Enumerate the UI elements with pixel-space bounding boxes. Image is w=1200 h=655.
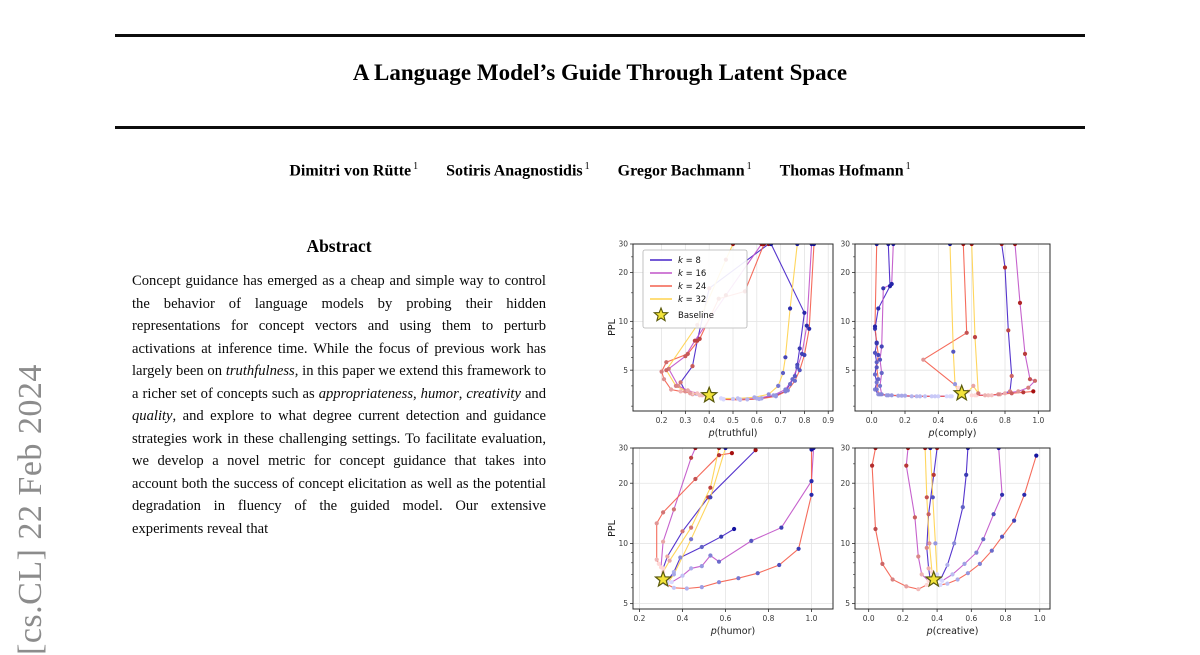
svg-text:0.2: 0.2 [899,416,911,425]
paper-title: A Language Model’s Guide Through Latent Space [352,60,848,85]
svg-text:0.6: 0.6 [965,416,978,425]
svg-text:p(comply): p(comply) [928,428,977,439]
svg-text:0.2: 0.2 [896,614,909,623]
svg-text:0.0: 0.0 [862,614,875,623]
svg-text:0.2: 0.2 [655,416,668,425]
svg-text:5: 5 [623,599,628,609]
author-affiliation-mark: 1 [905,161,911,172]
svg-text:0.4: 0.4 [931,614,944,623]
svg-text:k = 24: k = 24 [678,282,707,292]
svg-text:20: 20 [618,478,628,488]
author-name: Dimitri von Rütte [289,162,412,180]
svg-text:5: 5 [623,365,628,375]
author [289,161,418,180]
svg-text:0.5: 0.5 [727,416,739,425]
svg-text:10: 10 [618,539,628,549]
svg-text:10: 10 [840,316,850,326]
svg-text:30: 30 [840,239,850,249]
author-name: Sotiris Anagnostidis [446,162,583,180]
svg-text:0.9: 0.9 [822,416,835,425]
svg-text:20: 20 [840,478,850,488]
svg-text:PPL: PPL [607,319,618,336]
svg-text:0.8: 0.8 [762,614,775,623]
author-affiliation-mark: 1 [746,161,752,172]
svg-text:1.0: 1.0 [1033,614,1046,623]
svg-text:0.3: 0.3 [679,416,692,425]
svg-text:0.4: 0.4 [703,416,716,425]
svg-text:5: 5 [845,599,850,609]
svg-text:1.0: 1.0 [805,614,818,623]
svg-text:Baseline: Baseline [678,311,715,321]
svg-text:1.0: 1.0 [1032,416,1045,425]
svg-text:k = 8: k = 8 [678,256,701,266]
svg-text:30: 30 [618,443,628,453]
author [618,161,752,180]
title-rule-top [115,34,1085,37]
arxiv-watermark: [cs.CL] 22 Feb 2024 [12,364,49,655]
svg-text:20: 20 [618,268,628,278]
author-name: Gregor Bachmann [617,162,745,180]
svg-text:30: 30 [840,443,850,453]
svg-text:0.0: 0.0 [865,416,878,425]
author-affiliation-mark: 1 [584,161,590,172]
title-rule-bottom [115,126,1085,129]
subplot-p-truthful [606,236,852,444]
subplot-p-comply [840,236,1076,444]
svg-text:0.4: 0.4 [676,614,689,623]
svg-text:20: 20 [840,268,850,278]
abstract-text: Concept guidance has emerged as a cheap and simple way to control the behavior of language models by probing their hidden representations for concept vectors and using them to perturb activations at inference time. While the focus of previous work has largely been on truthfulness, in this paper we extend this framework to a richer set of concepts such as appropriateness, humor, creativity and quality, and explore to what degree current detection and guidance strategies work in these challenging settings. To facilitate evaluation, we develop a novel metric for concept guidance that takes into account both the success of concept elicitation as well as the potential degradation in fluency of the guided model. Our extensive experiments reveal that [132,273,547,537]
author [780,161,911,180]
author-list [115,161,1085,180]
svg-text:k = 16: k = 16 [678,269,707,279]
svg-text:10: 10 [618,316,628,326]
abstract-heading: Abstract [306,236,372,256]
svg-text:10: 10 [840,539,850,549]
svg-text:PPL: PPL [607,520,618,537]
svg-text:0.8: 0.8 [999,614,1012,623]
svg-text:p(truthful): p(truthful) [708,428,758,439]
author-affiliation-mark: 1 [413,161,419,172]
subplot-p-creative [840,440,1076,648]
svg-text:0.6: 0.6 [719,614,732,623]
svg-text:30: 30 [618,239,628,249]
svg-text:0.7: 0.7 [774,416,787,425]
svg-text:p(humor): p(humor) [710,626,756,637]
svg-text:0.4: 0.4 [932,416,945,425]
abstract-column [132,236,546,540]
subplot-p-humor [606,440,852,648]
svg-text:5: 5 [845,365,850,375]
svg-text:0.8: 0.8 [798,416,811,425]
svg-text:0.6: 0.6 [750,416,763,425]
svg-text:0.6: 0.6 [965,614,978,623]
svg-text:0.2: 0.2 [633,614,646,623]
author [446,161,589,180]
svg-text:k = 32: k = 32 [678,295,707,305]
svg-text:p(creative): p(creative) [926,626,979,637]
author-name: Thomas Hofmann [779,162,904,180]
svg-text:0.8: 0.8 [999,416,1011,425]
